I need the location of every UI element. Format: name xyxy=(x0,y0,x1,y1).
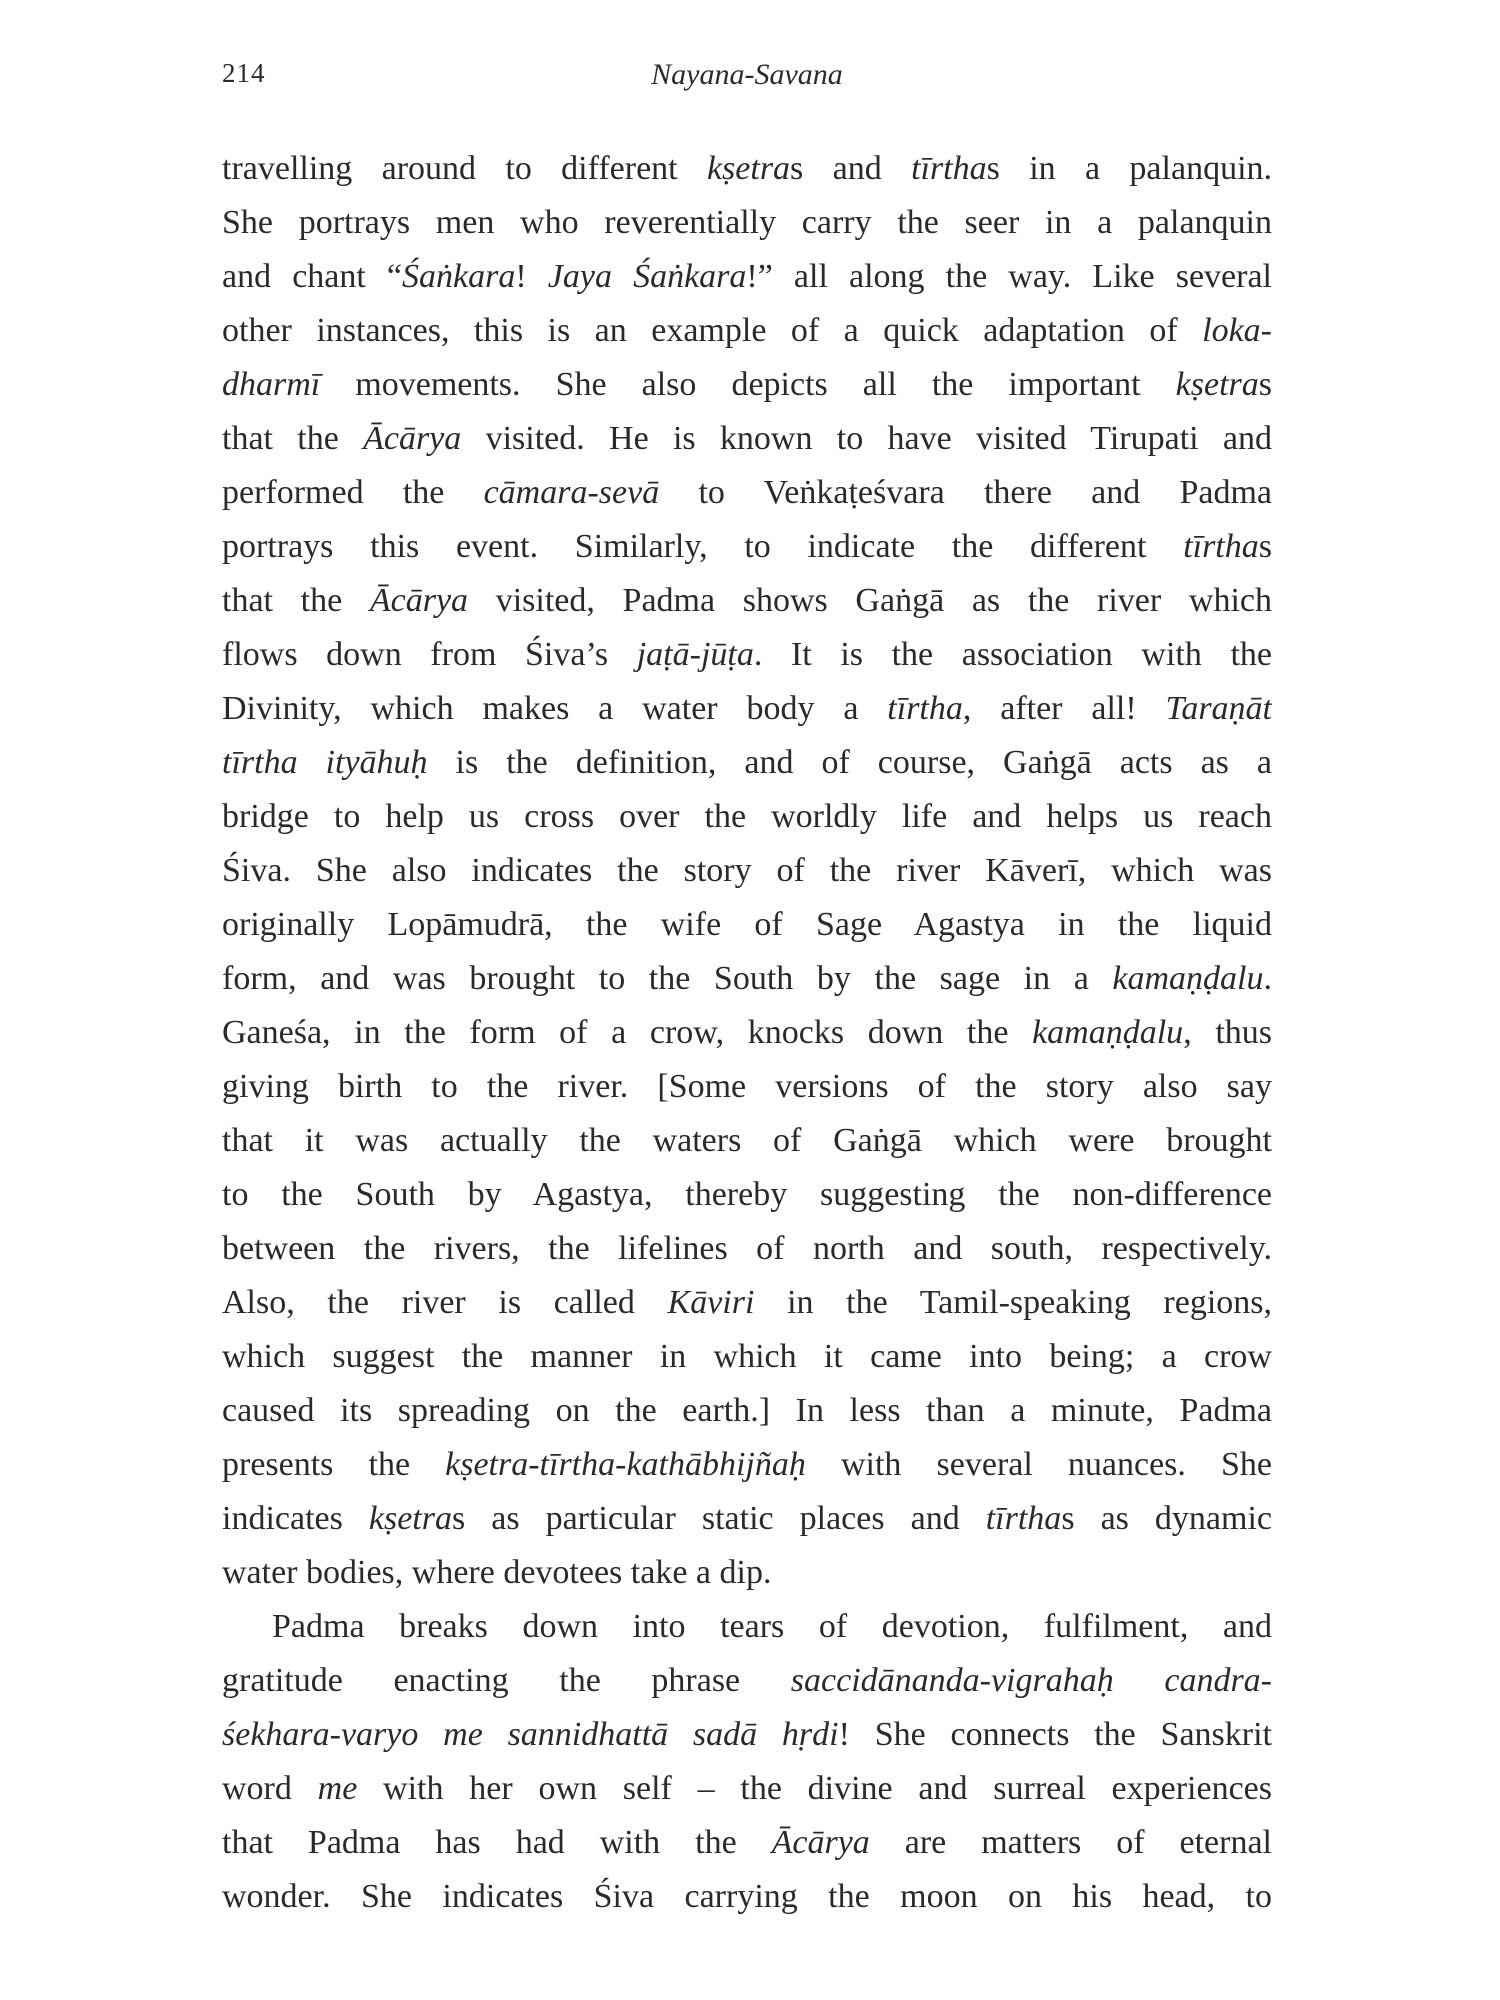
italic-term: tīrtha xyxy=(1183,528,1259,565)
italic-term: Jaya Śaṅkara xyxy=(547,258,747,295)
text-line xyxy=(222,1438,1272,1492)
text-line xyxy=(222,1060,1272,1114)
text-line xyxy=(222,1222,1272,1276)
text-line xyxy=(222,1654,1272,1708)
italic-term: tīrtha xyxy=(985,1500,1062,1537)
text-run: s xyxy=(1258,528,1272,565)
italic-term: Taraṇāt xyxy=(1165,690,1272,727)
text-run: in the Tamil-speaking regions, xyxy=(754,1284,1272,1321)
text-run: She portrays men who reverentially carry the seer in a palanquin xyxy=(222,204,1272,241)
running-head xyxy=(222,58,1272,104)
italic-term: tīrtha ityāhuḥ xyxy=(222,744,428,781)
text-run: originally Lopāmudrā, the wife of Sage Agastya in the liquid xyxy=(222,906,1272,943)
italic-term: kamaṇḍalu xyxy=(1032,1014,1184,1051)
text-run: portrays this event. Similarly, to indicate the different xyxy=(222,528,1184,565)
text-run: that Padma has had with the xyxy=(222,1824,772,1861)
text-line xyxy=(222,196,1272,250)
text-run: . It is the association with the xyxy=(753,636,1272,673)
text-run: other instances, this is an example of a quick adaptation of xyxy=(222,312,1203,349)
text-run: s in a palanquin. xyxy=(986,150,1272,187)
italic-term: kṣetra xyxy=(1175,366,1259,403)
italic-term: Śaṅkara xyxy=(402,258,516,295)
text-run: travelling around to different xyxy=(222,150,707,187)
text-run: are matters of eternal xyxy=(869,1824,1272,1861)
text-run: that the xyxy=(222,420,364,457)
text-run: s as dynamic xyxy=(1061,1500,1272,1537)
text-line xyxy=(222,736,1272,790)
text-run: with her own self – the divine and surreal experiences xyxy=(357,1770,1272,1807)
italic-term: loka- xyxy=(1202,312,1272,349)
text-run: to Veṅkaṭeśvara there and Padma xyxy=(659,474,1272,511)
italic-term: me xyxy=(317,1770,358,1807)
text-line xyxy=(222,1384,1272,1438)
italic-term: Ācārya xyxy=(369,582,469,619)
text-run: presents the xyxy=(222,1446,446,1483)
text-run: visited. He is known to have visited Tirupati and xyxy=(461,420,1272,457)
text-run: form, and was brought to the South by the sage in a xyxy=(222,960,1113,997)
italic-term: kṣetra xyxy=(368,1500,452,1537)
text-run: giving birth to the river. [Some versions of the story also say xyxy=(222,1068,1272,1105)
text-run: ! xyxy=(515,258,548,295)
text-run: flows down from Śiva’s xyxy=(222,636,637,673)
text-run: performed the xyxy=(222,474,484,511)
text-run: s as particular static places and xyxy=(451,1500,986,1537)
italic-term: śekhara-varyo me sannidhattā sadā hṛdi xyxy=(222,1716,839,1753)
text-run: Padma breaks down into tears of devotion, fulfilment, and xyxy=(272,1608,1272,1645)
text-run: ! She connects the Sanskrit xyxy=(838,1716,1272,1753)
text-run: s and xyxy=(790,150,912,187)
text-run: visited, Padma shows Gaṅgā as the river which xyxy=(468,582,1272,619)
text-run: which suggest the manner in which it came into being; a crow xyxy=(222,1338,1272,1375)
text-line xyxy=(222,844,1272,898)
italic-term: tīrtha xyxy=(887,690,963,727)
text-run: s xyxy=(1258,366,1272,403)
text-line xyxy=(222,1492,1272,1546)
italic-term: Kāviri xyxy=(667,1284,755,1321)
italic-term: tīrtha xyxy=(911,150,987,187)
text-line xyxy=(222,1330,1272,1384)
text-line xyxy=(222,898,1272,952)
text-run: . xyxy=(1263,960,1272,997)
text-run: water bodies, where devotees take a dip. xyxy=(222,1554,772,1591)
text-line xyxy=(222,1708,1272,1762)
text-line xyxy=(222,1168,1272,1222)
text-run: to the South by Agastya, thereby suggesting the non-difference xyxy=(222,1176,1272,1213)
text-run: movements. She also depicts all the important xyxy=(320,366,1176,403)
text-run: gratitude enacting the phrase xyxy=(222,1662,791,1699)
italic-term: saccidānanda-vigrahaḥ candra- xyxy=(790,1662,1272,1699)
text-run: word xyxy=(222,1770,318,1807)
text-run: bridge to help us cross over the worldly life and helps us reach xyxy=(222,798,1272,835)
italic-term: cāmara-sevā xyxy=(483,474,660,511)
text-run: that it was actually the waters of Gaṅgā which were brought xyxy=(222,1122,1272,1159)
italic-term: jaṭā-jūṭa xyxy=(636,636,754,673)
text-line xyxy=(222,574,1272,628)
text-run: with several nuances. She xyxy=(805,1446,1272,1483)
text-line xyxy=(222,1006,1272,1060)
italic-term: dharmī xyxy=(222,366,321,403)
italic-term: kṣetra xyxy=(706,150,791,187)
paragraph-end-line xyxy=(222,1546,1272,1600)
text-line xyxy=(222,142,1272,196)
text-line xyxy=(222,412,1272,466)
text-run: Divinity, which makes a water body a xyxy=(222,690,888,727)
text-run: caused its spreading on the earth.] In less than a minute, Padma xyxy=(222,1392,1272,1429)
italic-term: kamaṇḍalu xyxy=(1112,960,1264,997)
italic-term: Ācārya xyxy=(363,420,462,457)
text-line xyxy=(222,466,1272,520)
body-text xyxy=(222,142,1272,1924)
text-line xyxy=(222,1870,1272,1924)
italic-term: Ācārya xyxy=(771,1824,870,1861)
text-run: Ganeśa, in the form of a crow, knocks down the xyxy=(222,1014,1033,1051)
text-line xyxy=(222,628,1272,682)
text-run: is the definition, and of course, Gaṅgā acts as a xyxy=(427,744,1272,781)
text-run: , after all! xyxy=(962,690,1166,727)
text-line xyxy=(222,682,1272,736)
running-title: Nayana-Savana xyxy=(651,58,843,91)
text-run: Śiva. She also indicates the story of the river Kāverī, which was xyxy=(222,852,1272,889)
italic-term: kṣetra-tīrtha-kathābhijñaḥ xyxy=(445,1446,806,1483)
text-line xyxy=(222,1762,1272,1816)
text-line xyxy=(222,304,1272,358)
text-line xyxy=(222,358,1272,412)
text-run: Also, the river is called xyxy=(222,1284,668,1321)
text-line xyxy=(222,250,1272,304)
page-number: 214 xyxy=(222,58,266,88)
text-line xyxy=(222,952,1272,1006)
text-run: !” all along the way. Like several xyxy=(746,258,1272,295)
text-line xyxy=(222,1114,1272,1168)
text-run: and chant “ xyxy=(222,258,403,295)
text-run: , thus xyxy=(1183,1014,1272,1051)
text-line xyxy=(222,1276,1272,1330)
text-line xyxy=(222,1816,1272,1870)
text-run: between the rivers, the lifelines of north and south, respectively. xyxy=(222,1230,1272,1267)
paragraph-start-line xyxy=(222,1600,1272,1654)
text-line xyxy=(222,790,1272,844)
text-run: wonder. She indicates Śiva carrying the moon on his head, to xyxy=(222,1878,1272,1915)
text-line xyxy=(222,520,1272,574)
text-run: that the xyxy=(222,582,370,619)
text-run: indicates xyxy=(222,1500,369,1537)
